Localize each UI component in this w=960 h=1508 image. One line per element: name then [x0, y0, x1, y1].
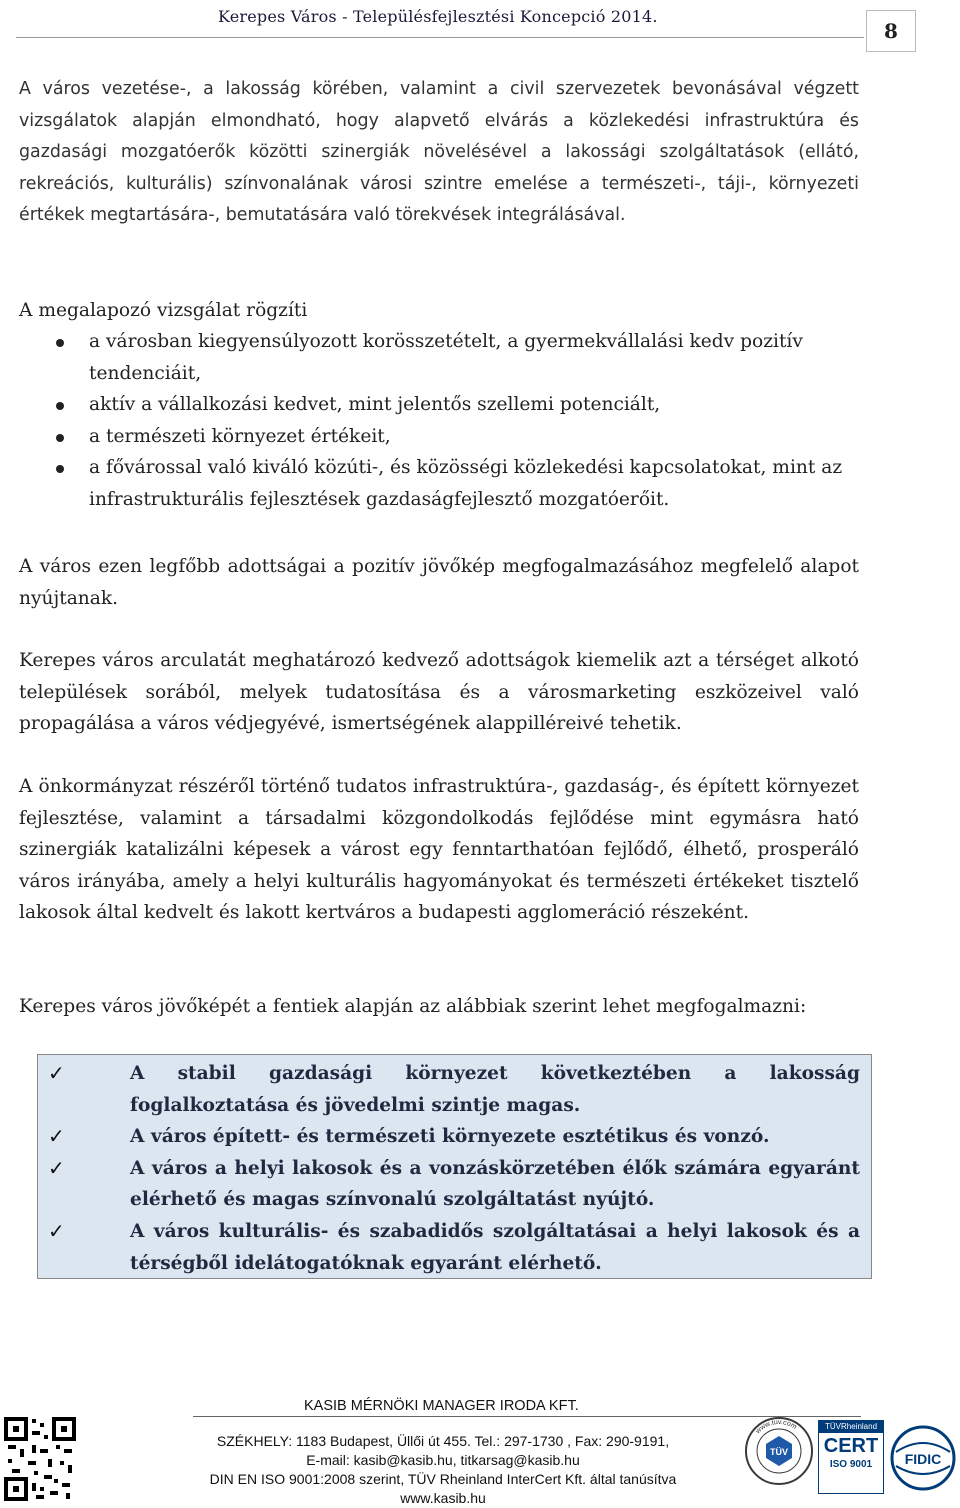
- vision-box: [37, 1054, 872, 1279]
- footer-website: www.kasib.hu: [400, 1490, 486, 1506]
- paragraph-assets: A város ezen legfőbb adottságai a pozitív jövőkép megfogalmazásához megfelelő alapot nyújtanak.: [19, 556, 859, 609]
- paragraph-vision-intro: Kerepes város jövőképét a fentiek alapján az alábbiak szerint lehet megfogalmazni:: [19, 996, 807, 1017]
- tuv-seal-icon: [744, 1416, 814, 1486]
- footer-contact: [193, 1432, 693, 1508]
- bullet-icon: [56, 339, 64, 347]
- paragraph-development: A önkormányzat részéről történő tudatos infrastruktúra-, gazdaság-, és épített környezet fejlesztése, valamint a társadalmi közgondolkodás fejlődése mint egymásra ható szinergiák katalizálni képesek a várost egy fenntarthatóan fejlődő, élhető, prosperáló város irányába, amely a helyi kulturális hagyományokat és természeti értékeket tisztelő lakosok által kedvelt és lakott kertváros a budapesti agglomeráció részeként.: [19, 776, 859, 924]
- footer-certification: DIN EN ISO 9001:2008 szerint, TÜV Rheinland InterCert Kft. által tanúsítva: [209, 1471, 677, 1487]
- svg-text:www.tuv.com: www.tuv.com: [754, 1418, 798, 1436]
- list-item: a természeti környezet értékeit,: [19, 421, 859, 453]
- paragraph-image: Kerepes város arculatát meghatározó kedvező adottságok kiemelik azt a térséget alkotó települések sorából, melyek tudatosítása és a városmarketing eszközeivel való propagálása a város védjegyévé, ismertségének alappilléreivé tehetik.: [19, 650, 859, 735]
- check-icon: ✓: [48, 1218, 65, 1243]
- document-title: Kerepes Város - Településfejlesztési Koncepció 2014.: [218, 7, 658, 26]
- header-divider: [16, 37, 864, 38]
- check-icon: ✓: [48, 1155, 65, 1180]
- vision-item: ✓ A stabil gazdasági környezet következtében a lakosság foglalkoztatása és jövedelmi szintje magas.: [38, 1058, 860, 1121]
- vision-item: ✓ A város épített- és természeti környezete esztétikus és vonzó.: [38, 1121, 860, 1153]
- page-number: 8: [866, 10, 916, 52]
- vision-item: ✓ A város a helyi lakosok és a vonzáskörzetében élők számára egyaránt elérhető és magas színvonalú szolgáltatást nyújtó.: [38, 1153, 860, 1216]
- cert-logo-text: CERT: [823, 1435, 879, 1457]
- fidic-logo-icon: [890, 1424, 956, 1498]
- footer-company: KASIB MÉRNÖKI MANAGER IRODA KFT.: [304, 1398, 579, 1414]
- bullet-icon: [56, 434, 64, 442]
- svg-text:TÜV: TÜV: [770, 1447, 788, 1457]
- bullet-icon: [56, 402, 64, 410]
- findings-list: [19, 326, 859, 516]
- list-item: a fővárossal való kiváló közúti-, és közösségi közlekedési kapcsolatokat, mint az infrastrukturális fejlesztések gazdaságfejlesztő mozgatóerőit.: [19, 452, 859, 515]
- check-icon: ✓: [48, 1124, 65, 1149]
- qr-code-icon: [4, 1415, 78, 1503]
- vision-item: ✓ A város kulturális- és szabadidős szolgáltatásai a helyi lakosok és a térségből idelátogatóknak egyaránt elérhető.: [38, 1216, 860, 1279]
- paragraph-intro: A város vezetése-, a lakosság körében, valamint a civil szervezetek bevonásával végzett vizsgálatok alapján elmondható, hogy alapvető elvárás a közlekedési infrastruktúra és gazdasági mozgatóerők közötti szinergiák növelésével a lakossági szolgáltatások (ellátó, rekreációs, kulturális) színvonalának városi szintre emelése a természeti-, táji-, környezeti értékek megtartására-, bemutatására való törekvések integrálásával.: [19, 79, 859, 226]
- footer-email: E-mail: kasib@kasib.hu, titkarsag@kasib.hu: [306, 1452, 580, 1468]
- tuv-cert-logo: [818, 1420, 884, 1494]
- paragraph-findings-intro: A megalapozó vizsgálat rögzíti: [19, 300, 308, 321]
- list-item: a városban kiegyensúlyozott korösszetételt, a gyermekvállalási kedv pozitív tendenciáit,: [19, 326, 859, 389]
- bullet-icon: [56, 465, 64, 473]
- cert-logo-top: TÜVRheinland: [819, 1421, 883, 1433]
- svg-text:FIDIC: FIDIC: [904, 1451, 942, 1467]
- check-icon: ✓: [48, 1061, 65, 1085]
- list-item: aktív a vállalkozási kedvet, mint jelentős szellemi potenciált,: [19, 389, 859, 421]
- cert-logo-iso: ISO 9001: [829, 1459, 873, 1470]
- footer-address: SZÉKHELY: 1183 Budapest, Üllői út 455. Tel.: 297-1730 , Fax: 290-9191,: [216, 1433, 670, 1449]
